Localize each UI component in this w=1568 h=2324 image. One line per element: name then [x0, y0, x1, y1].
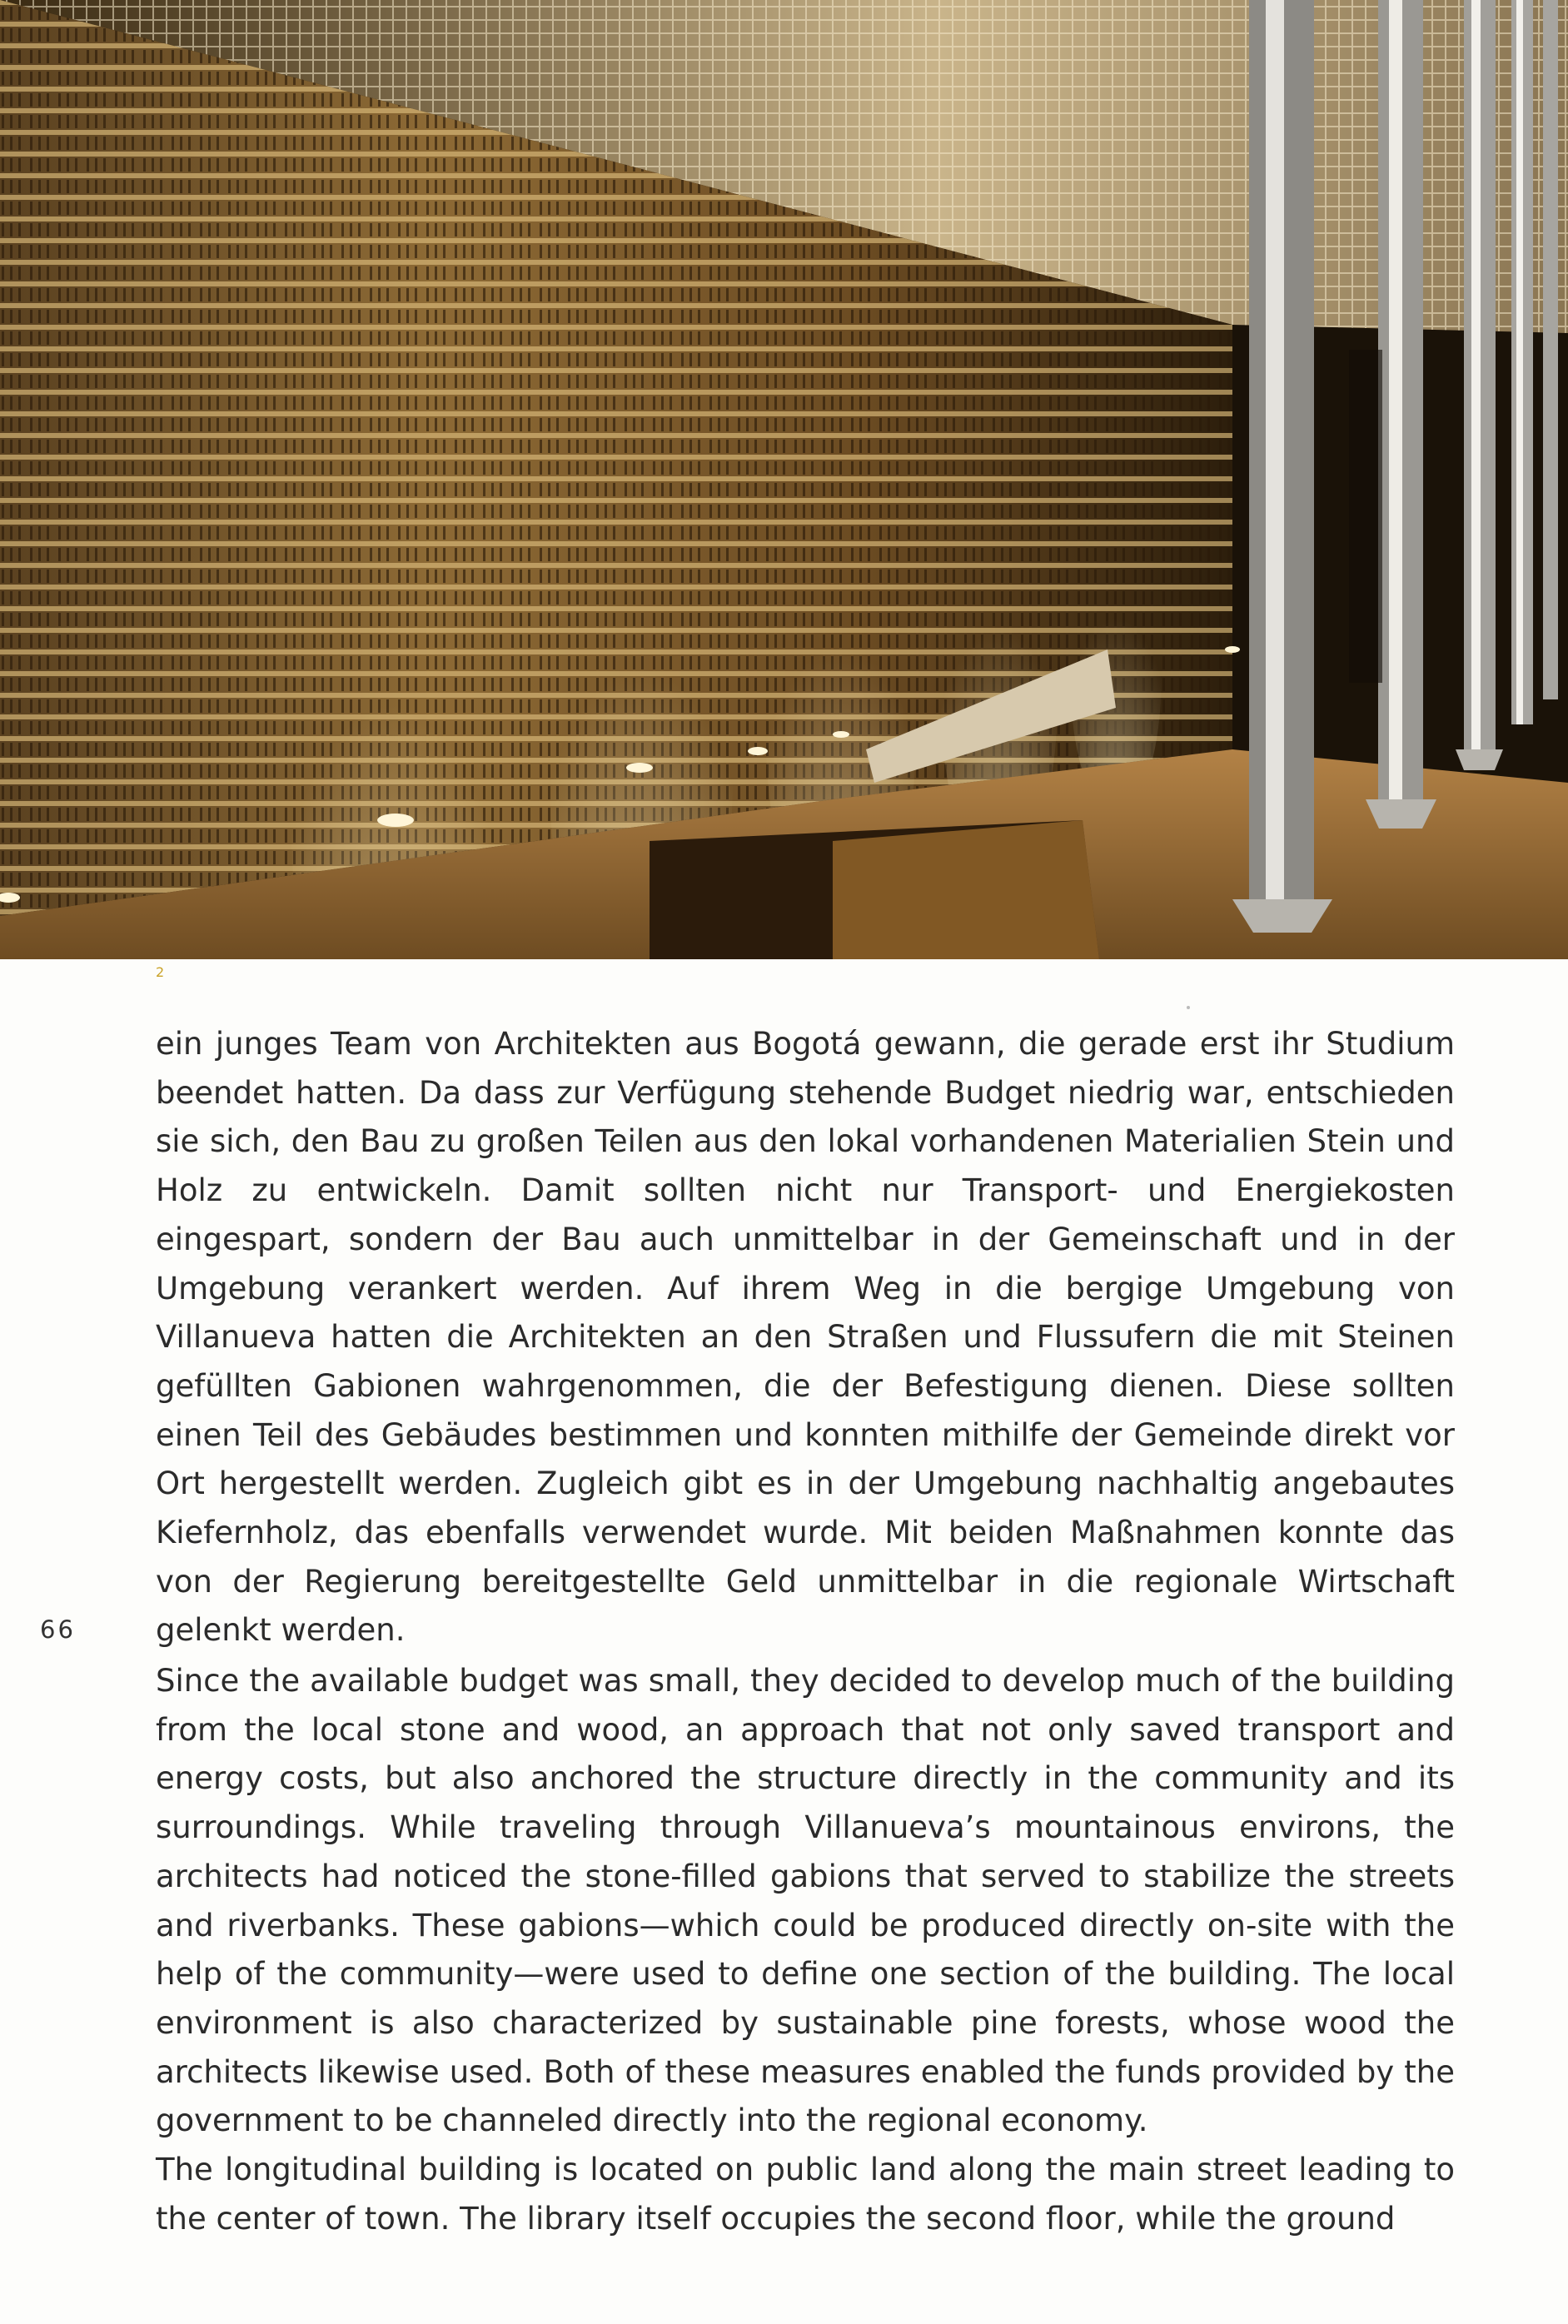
page-number: 66	[40, 1615, 76, 1644]
figure-number: 2	[156, 964, 166, 980]
german-paragraph	[156, 1020, 1455, 1655]
english-text-2: The longitudinal building is located on public land along the main street leading to the center of town. The library itself occupies the second floor, while the ground	[156, 2152, 1455, 2237]
german-text: ein junges Team von Architekten aus Bogotá gewann, die gerade erst ihr Studium beendet hatten. Da dass zur Verfügung stehende Budget niedrig war, entschieden sie sich, den Bau zu großen Teilen aus den lokal vorhandenen Materialien Stein und Holz zu entwickeln. Damit sollten nicht nur Transport- und Energiekosten eingespart, sondern der Bau auch unmittelbar in der Gemeinschaft und in der Umgebung verankert werden. Auf ihrem Weg in die bergige Umgebung von Villanueva hatten die Architekten an den Straßen und Flussufern die mit Steinen gefüllten Gabionen wahrgenommen, die der Befestigung dienen. Diese sollten einen Teil des Gebäudes bestimmen und konnten mithilfe der Gemeinde direkt vor Ort hergestellt werden. Zugleich gibt es in der Umgebung nachhaltig angebautes Kiefernholz, das ebenfalls verwendet wurde. Mit beiden Maßnahmen konnte das von der Regierung bereitgestellte Geld unmittelbar in die regionale Wirtschaft gelenkt werden.	[156, 1026, 1455, 1649]
print-speck	[1187, 1006, 1190, 1009]
english-text-1: Since the available budget was small, they decided to develop much of the building from the local stone and wood, an approach that not only saved transport and energy costs, but also anchored the structure directly in the community and its surroundings. While traveling through Villanueva’s mountainous environs, the architects had noticed the stone-filled gabions that served to stabilize the streets and riverbanks. These gabions—which could be produced directly on-site with the help of the community—were used to define one section of the building. The local environment is also characterized by sustainable pine forests, whose wood the architects likewise used. Both of these measures enabled the funds provided by the government to be channeled directly into the regional economy.	[156, 1663, 1455, 2139]
library-interior-image	[0, 0, 1568, 959]
library-photo	[0, 0, 1568, 959]
english-paragraph	[156, 1657, 1455, 2243]
